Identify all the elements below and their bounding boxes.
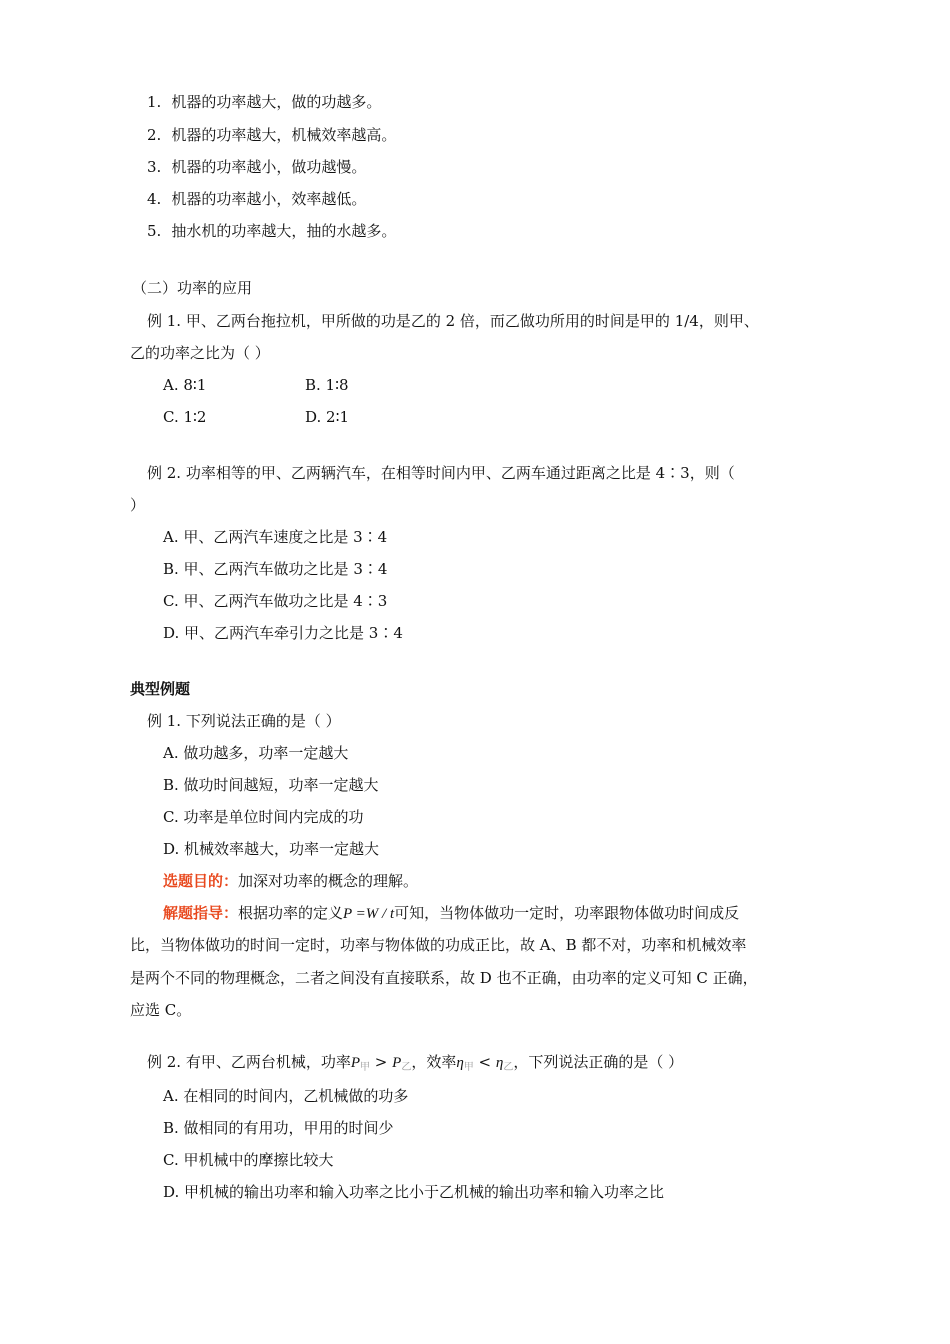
question-text: 例 1. 甲、乙两台拖拉机，甲所做的功是乙的 2 倍，而乙做功所用的时间是甲的 1/4，则甲、 <box>147 312 759 330</box>
efficiency-symbol: η <box>456 1055 464 1071</box>
option-b: B. 做相同的有用功，甲用的时间少 <box>163 1119 394 1137</box>
purpose-text: 加深对功率的概念的理解。 <box>238 872 419 890</box>
power-symbol: P <box>350 1055 361 1071</box>
option-b: B. 1∶8 <box>305 376 349 394</box>
option-a: A. 在相同的时间内，乙机械做的功多 <box>163 1087 409 1105</box>
power-formula: P =W / t <box>343 906 395 922</box>
option-d: D. 甲、乙两汽车牵引力之比是 3∶4 <box>163 624 403 642</box>
power-symbol: P <box>392 1055 402 1071</box>
efficiency-symbol: η <box>495 1055 504 1071</box>
list-item: 3. 机器的功率越小，做功越慢。 <box>147 158 367 176</box>
guide-line: 解题指导：根据功率的定义P =W / t可知，当物体做功一定时，功率跟物体做功时间成反 <box>163 904 740 922</box>
list-item: 4. 机器的功率越小，效率越低。 <box>147 190 367 208</box>
list-item: 5. 抽水机的功率越大，抽的水越多。 <box>147 222 397 240</box>
guide-line: 应选 C。 <box>130 1001 192 1019</box>
question-text: ） <box>130 496 146 514</box>
option-d: D. 机械效率越大，功率一定越大 <box>163 840 380 858</box>
option-d: D. 2∶1 <box>305 408 350 426</box>
option-b: B. 做功时间越短，功率一定越大 <box>163 776 379 794</box>
option-a: A. 做功越多，功率一定越大 <box>163 744 349 762</box>
question-text: 例 2. 有甲、乙两台机械，功率$P_甲 > P_乙$，效率$\eta_甲 < \eta_乙$，下列说法正确的是（ ） <box>147 1053 684 1073</box>
purpose-label: 选题目的： <box>163 872 239 890</box>
option-c: C. 甲机械中的摩擦比较大 <box>163 1151 334 1169</box>
purpose-line <box>163 871 418 891</box>
option-a: A. 8∶1 <box>163 376 207 394</box>
list-item: 2. 机器的功率越大，机械效率越高。 <box>147 126 397 144</box>
question-text: 例 2. 功率相等的甲、乙两辆汽车，在相等时间内甲、乙两车通过距离之比是 4∶3，则（ <box>147 464 735 482</box>
option-c: C. 功率是单位时间内完成的功 <box>163 808 364 826</box>
option-b: B. 甲、乙两汽车做功之比是 3∶4 <box>163 560 388 578</box>
list-item: 1. 机器的功率越大，做的功越多。 <box>147 93 382 111</box>
option-c: C. 1∶2 <box>163 408 207 426</box>
question-text: 例 1. 下列说法正确的是（ ） <box>147 712 341 730</box>
section-heading: （二）功率的应用 <box>132 279 253 297</box>
guide-line: 是两个不同的物理概念，二者之间没有直接联系，故 D 也不正确，由功率的定义可知 C 正确， <box>130 969 758 987</box>
option-a: A. 甲、乙两汽车速度之比是 3∶4 <box>163 528 388 546</box>
guide-label: 解题指导： <box>163 904 239 922</box>
guide-line: 比，当物体做功的时间一定时，功率与物体做的功成正比，故 A、B 都不对，功率和机械效率 <box>130 936 747 954</box>
section-heading: 典型例题 <box>130 680 191 698</box>
question-text: 乙的功率之比为（ ） <box>130 344 270 362</box>
option-c: C. 甲、乙两汽车做功之比是 4∶3 <box>163 592 388 610</box>
option-d: D. 甲机械的输出功率和输入功率之比小于乙机械的输出功率和输入功率之比 <box>163 1183 665 1201</box>
